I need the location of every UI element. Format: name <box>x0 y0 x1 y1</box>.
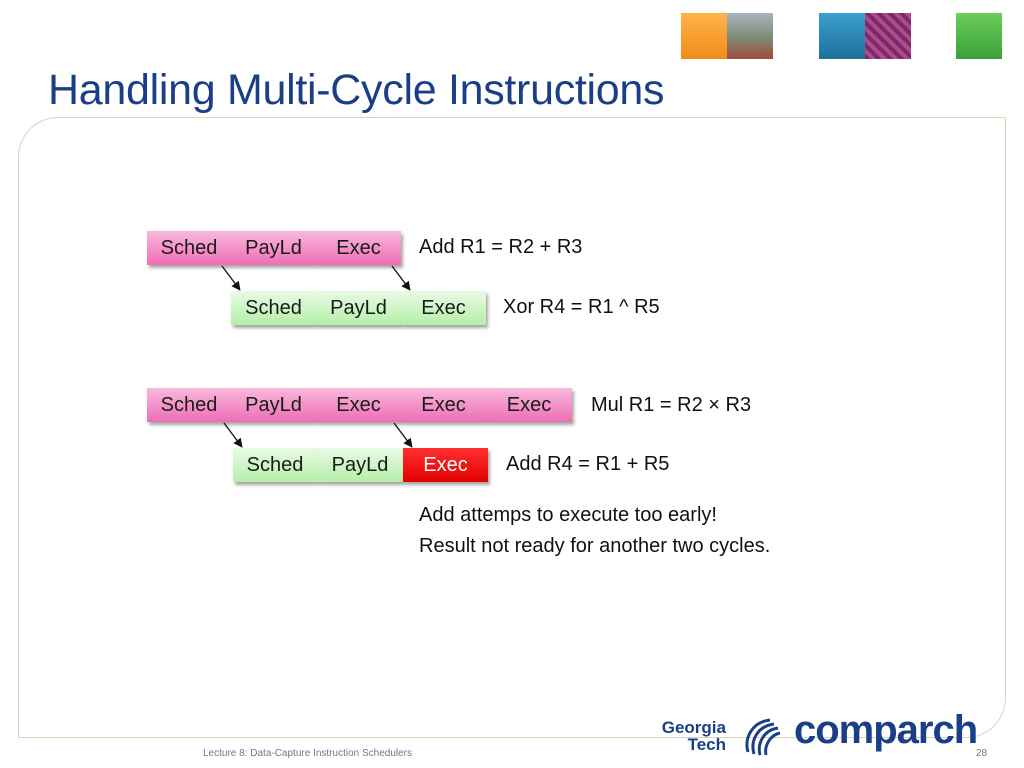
explanation-note <box>419 500 770 562</box>
instruction-xor-r4: Xor R4 = R1 ^ R5 <box>503 296 660 318</box>
stage-exec-stall: Exec <box>403 448 488 482</box>
comparch-logo: comparch <box>794 708 978 752</box>
instruction-add-r1: Add R1 = R2 + R3 <box>419 236 583 258</box>
green-square-icon <box>956 13 1002 59</box>
instruction-mul-r1: Mul R1 = R2 × R3 <box>591 394 752 416</box>
stage-payld: PayLd <box>316 291 401 325</box>
page-number: 28 <box>976 748 988 759</box>
orange-square-icon <box>681 13 727 59</box>
stage-payld: PayLd <box>317 448 403 482</box>
stage-sched: Sched <box>231 291 316 325</box>
instruction-add-r4: Add R4 = R1 + R5 <box>506 453 670 475</box>
stage-exec: Exec <box>486 388 572 422</box>
stage-sched: Sched <box>147 388 231 422</box>
gt-line-2: Tech <box>687 735 726 754</box>
content-frame <box>18 117 1006 738</box>
note-line-2: Result not ready for another two cycles. <box>419 535 771 557</box>
georgia-tech-logo <box>636 719 726 753</box>
stage-exec: Exec <box>401 291 486 325</box>
chip-photo-icon <box>865 13 911 59</box>
stage-exec: Exec <box>401 388 486 422</box>
stage-payld: PayLd <box>231 388 316 422</box>
footer-lecture-title: Lecture 8: Data-Capture Instruction Schedulers <box>203 748 412 759</box>
stage-sched: Sched <box>147 231 231 265</box>
stage-exec: Exec <box>316 388 401 422</box>
stage-payld: PayLd <box>231 231 316 265</box>
campus-photo-icon <box>727 13 773 59</box>
note-line-1: Add attemps to execute too early! <box>419 504 717 526</box>
blue-square-icon <box>819 13 865 59</box>
swirl-logo-icon <box>740 714 784 758</box>
stage-exec: Exec <box>316 231 401 265</box>
gt-line-1: Georgia <box>661 718 726 737</box>
stage-sched: Sched <box>233 448 317 482</box>
slide-title: Handling Multi-Cycle Instructions <box>48 66 665 114</box>
